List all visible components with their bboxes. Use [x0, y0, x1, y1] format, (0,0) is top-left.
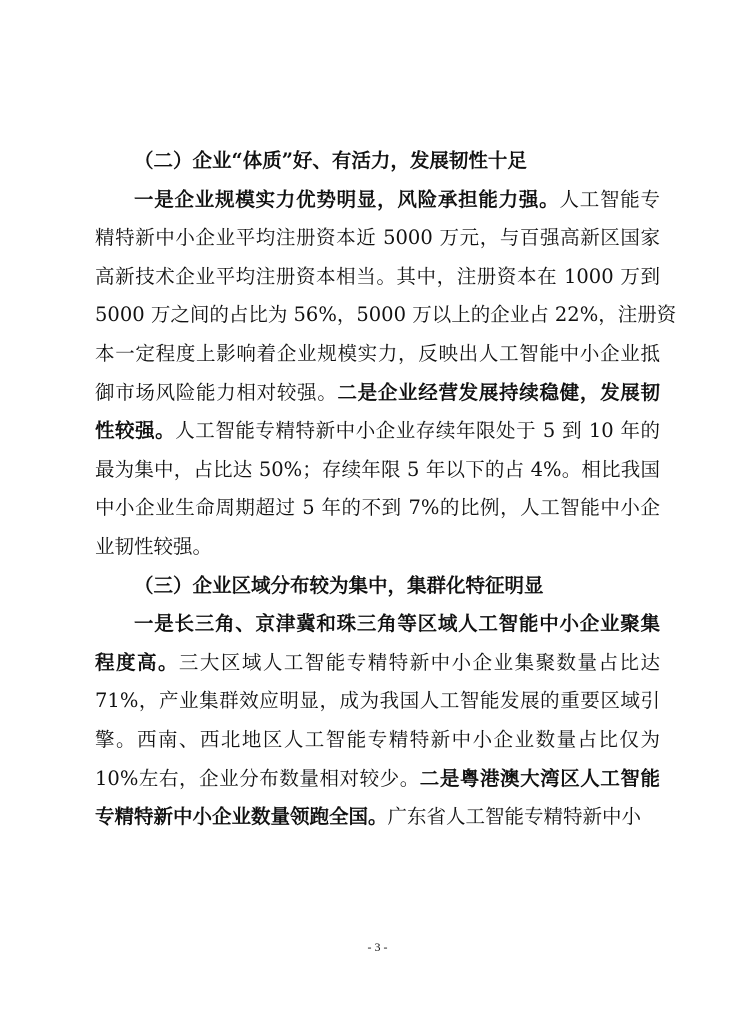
text-line [95, 760, 660, 799]
paragraph [95, 567, 660, 606]
text-run: 擎。西南、西北地区人工智能专精特新中小企业数量占比仅为 [95, 727, 660, 751]
bold-text: 二是粤港澳大湾区人工智能 [419, 766, 660, 790]
text-run: 人工智能专 [559, 187, 660, 211]
text-line [95, 721, 660, 760]
text-line [95, 451, 660, 490]
text-line [95, 489, 660, 528]
paragraph [95, 605, 660, 837]
page-number: - 3 - [367, 940, 388, 954]
text-line [95, 412, 660, 451]
text-run: 10%左右，企业分布数量相对较少。 [95, 766, 420, 790]
text-run: 精特新中小企业平均注册资本近 5000 万元，与百强高新区国家 [95, 226, 660, 250]
text-run: 广东省人工智能专精特新中小 [387, 805, 642, 829]
bold-text: （三）企业区域分布较为集中，集群化特征明显 [134, 573, 544, 597]
text-line [95, 181, 660, 220]
bold-text: （二）企业“体质”好、有活力，发展韧性十足 [134, 149, 527, 172]
bold-text: 专精特新中小企业数量领跑全国。 [95, 805, 388, 829]
paragraph [95, 181, 677, 567]
text-run: 御市场风险能力相对较强。 [95, 380, 338, 404]
text-line [95, 644, 660, 683]
text-line [95, 682, 660, 721]
text-line [95, 296, 677, 335]
text-line [95, 258, 660, 297]
paragraph [95, 142, 660, 181]
body-text [95, 142, 677, 837]
text-line [95, 567, 660, 606]
bold-text: 程度高。 [95, 650, 179, 674]
text-run: 本一定程度上影响着企业规模实力，反映出人工智能中小企业抵 [95, 341, 660, 365]
text-line [95, 219, 660, 258]
text-run: 中小企业生命周期超过 5 年的不到 7%的比例，人工智能中小企 [95, 496, 660, 520]
text-run: 三大区域人工智能专精特新中小企业集聚数量占比达 [178, 650, 660, 674]
bold-text: 二是企业经营发展持续稳健，发展韧 [337, 380, 660, 404]
text-line [95, 605, 660, 644]
text-line [95, 142, 660, 181]
bold-text: 性较强。 [95, 419, 176, 443]
bold-text: 一是长三角、京津冀和珠三角等区域人工智能中小企业聚集 [134, 612, 660, 636]
text-line [95, 374, 660, 413]
text-run: 最为集中，占比达 50%；存续年限 5 年以下的占 4%。相比我国 [95, 457, 660, 481]
text-line [95, 335, 660, 374]
bold-text: 一是企业规模实力优势明显，风险承担能力强。 [134, 187, 560, 211]
text-run: 5000 万之间的占比为 56%，5000 万以上的企业占 22%，注册资 [95, 303, 677, 327]
text-line [95, 528, 660, 567]
text-run: 71%，产业集群效应明显，成为我国人工智能发展的重要区域引 [95, 689, 660, 713]
text-run: 高新技术企业平均注册资本相当。其中，注册资本在 1000 万到 [95, 264, 660, 288]
text-run: 业韧性较强。 [95, 534, 213, 558]
text-run: 人工智能专精特新中小企业存续年限处于 5 到 10 年的 [175, 419, 660, 443]
text-line [95, 798, 660, 837]
